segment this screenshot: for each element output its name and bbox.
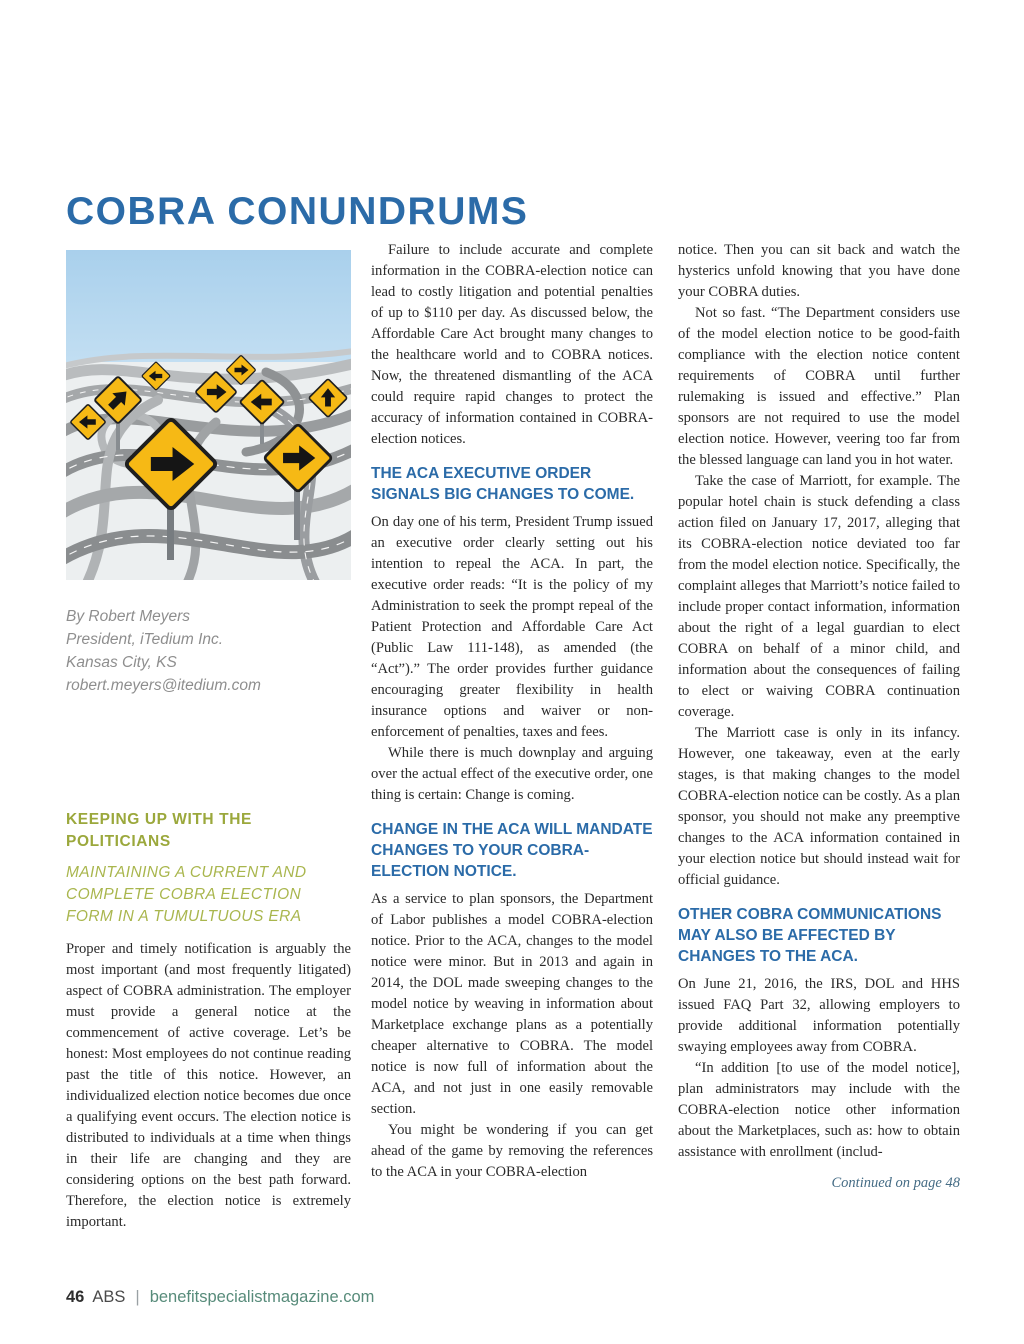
middle-column <box>371 240 653 1183</box>
right-column <box>678 240 960 1192</box>
article-title: COBRA CONUNDRUMS <box>66 190 529 233</box>
magazine-url: benefitspecialistmagazine.com <box>149 1288 375 1306</box>
page-number: 46 <box>66 1288 85 1306</box>
footer-separator: | <box>135 1288 140 1306</box>
continued-notice: Continued on page 48 <box>831 1175 960 1191</box>
body-paragraph: On day one of his term, President Trump issued an executive order clearly setting out his intention to repeal the ACA. In part, the executive order reads: “It is the policy of my Administration to seek the prompt repeal of the Patient Protection and Affordable Care Act (Public Law 111-148), as amended (the “Act”).” The order provides further guidance encouraging greater flexibility in health insurance options and waiver or non-enforcement of penalties, taxes and fees. <box>371 514 653 740</box>
body-paragraph: On June 21, 2016, the IRS, DOL and HHS issued FAQ Part 32, allowing employers to provide additional information potentially swaying employees away from COBRA. <box>678 976 960 1055</box>
body-paragraph: Take the case of Marriott, for example. The popular hotel chain is stuck defending a class action filed on January 17, 2017, alleging that its COBRA-election notice deviated too far from the model election notice. Specifically, the complaint alleges that Marriott’s notice failed to include proper contact information, information about the right of a legal guardian to elect COBRA on behalf of a minor child, and information about the consequences of failing to elect or waiving COBRA continuation coverage. <box>678 473 960 720</box>
body-paragraph: You might be wondering if you can get ahead of the game by removing the references to the ACA in your COBRA-election <box>371 1122 653 1180</box>
tangled-roads-photo <box>66 250 351 580</box>
body-paragraph: Proper and timely notification is arguably the most important (and most frequently litigated) aspect of COBRA administration. The employer must provide a general notice at the commencement of active coverage. Let’s be honest: Most employees do not continue reading past the title of this notice. However, an individualized election notice becomes due once a qualifying event occurs. The election notice is distributed to individuals at a time when things in their life are changing and they are considering options on the best path forward. Therefore, the election notice is extremely important. <box>66 941 351 1230</box>
byline-location: Kansas City, KS <box>66 654 177 671</box>
byline-title: President, iTedium Inc. <box>66 631 224 648</box>
body-paragraph: notice. Then you can sit back and watch the hysterics unfold knowing that you have done your COBRA duties. <box>678 242 960 300</box>
section-kicker: KEEPING UP WITH THE POLITICIANS <box>66 811 252 850</box>
body-paragraph: While there is much downplay and arguing over the actual effect of the executive order, one thing is certain: Change is coming. <box>371 745 653 803</box>
body-paragraph: As a service to plan sponsors, the Department of Labor publishes a model COBRA-election notice. Prior to the ACA, changes to the model notice were minor. But in 2013 and again in 2014, the DOL made sweeping changes to the model notice by weaving in information about Marketplace exchange plans as a potentially cheaper alternative to COBRA. The model notice is now full of information about the ACA, and not just in one easily removable section. <box>371 891 653 1117</box>
byline-email: robert.meyers@itedium.com <box>66 677 261 694</box>
section-heading-other-cobra-communications: OTHER COBRA COMMUNICATIONS MAY ALSO BE AFFECTED BY CHANGES TO THE ACA. <box>678 906 942 965</box>
page-footer <box>66 1288 374 1307</box>
section-subhead: MAINTAINING A CURRENT AND COMPLETE COBRA ELECTION FORM IN A TUMULTUOUS ERA <box>66 864 307 925</box>
body-paragraph: “In addition [to use of the model notice], plan administrators may include with the COBRA-election notice other information about the Marketplaces, such as: how to obtain assistance with enrollment (includ- <box>678 1060 960 1160</box>
magazine-brand: ABS <box>92 1288 126 1306</box>
section-heading-aca-executive-order: THE ACA EXECUTIVE ORDER SIGNALS BIG CHANGES TO COME. <box>371 465 635 503</box>
left-column <box>66 250 351 1233</box>
byline <box>66 605 351 697</box>
body-paragraph: The Marriott case is only in its infancy. However, one takeaway, even at the early stages, is that making changes to the model COBRA-election notice can be costly. As a plan sponsor, you should not make any preemptive changes to the ACA information contained in your election notice but should instead wait for official guidance. <box>678 725 960 888</box>
body-paragraph: Not so fast. “The Department considers use of the model election notice to be good-faith compliance with the election notice content requirements of COBRA until further rulemaking is issued and effective.” Plan sponsors are not required to use the model election notice. However, veering too far from the blessed language can land you in hot water. <box>678 305 960 468</box>
byline-author: By Robert Meyers <box>66 608 191 625</box>
section-heading-change-in-aca: CHANGE IN THE ACA WILL MANDATE CHANGES TO YOUR COBRA-ELECTION NOTICE. <box>371 821 653 880</box>
body-paragraph: Failure to include accurate and complete information in the COBRA-election notice can lead to costly litigation and potential penalties of up to $110 per day. As discussed below, the Affordable Care Act brought many changes to the healthcare world and to COBRA notices. Now, the threatened dismantling of the ACA could require rapid changes to protect the accuracy of information contained in COBRA-election notices. <box>371 242 653 447</box>
